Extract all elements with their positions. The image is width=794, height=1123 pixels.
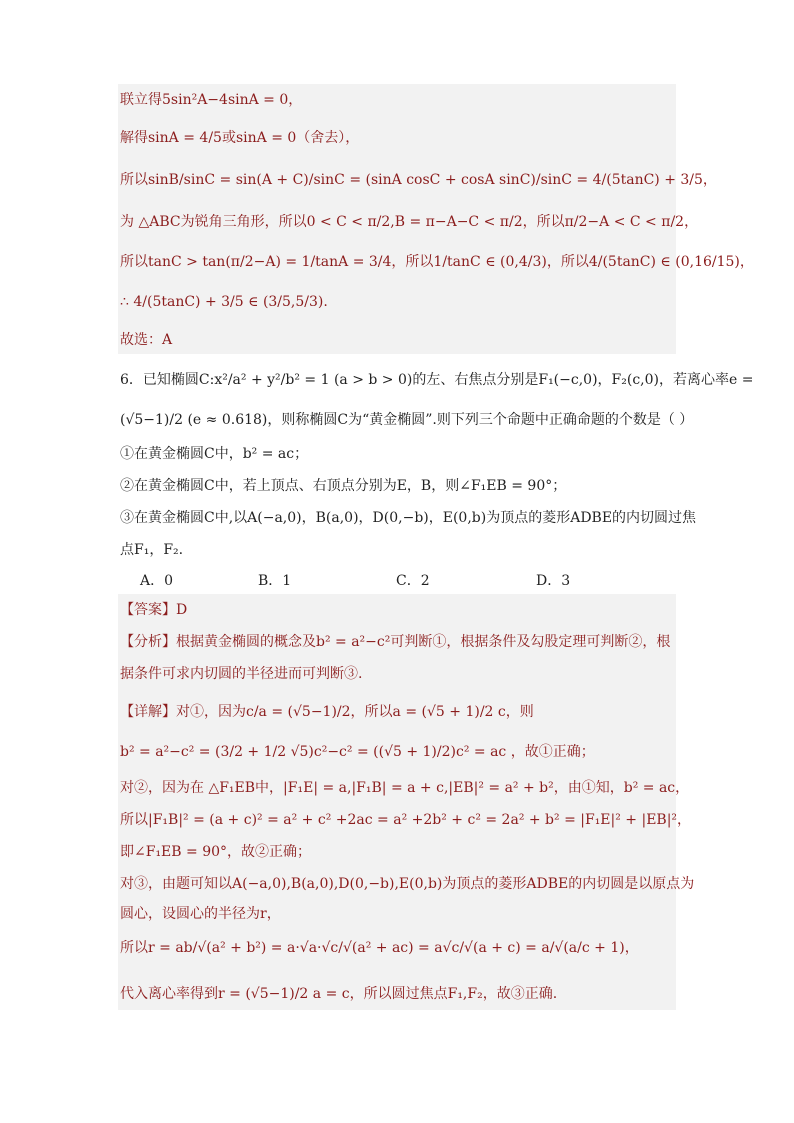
solution-line-6: ∴ 4/(5tanC) + 3/5 ∈ (3/5,5/3). <box>120 294 328 310</box>
detail-line-1: 【详解】对①，因为c/a = (√5−1)/2，所以a = (√5 + 1)/2 c，则 <box>120 704 534 720</box>
option-a: A．0 <box>140 573 174 589</box>
solution-line-1: 联立得5sin²A−4sinA = 0， <box>120 92 303 108</box>
solution-line-2: 解得sinA = 4/5或sinA = 0（舍去）， <box>120 130 360 146</box>
solution-line-3: 所以sinB/sinC = sin(A + C)/sinC = (sinA cosC + cosA sinC)/sinC = 4/(5tanC) + 3/5， <box>120 172 717 188</box>
answer-line: 【答案】D <box>120 602 188 618</box>
detail-line-2: b² = a²−c² = (3/2 + 1/2 √5)c²−c² = ((√5 + 1)/2)c² = ac ，故①正确； <box>120 744 595 760</box>
analysis-line-1: 【分析】根据黄金椭圆的概念及b² = a²−c²可判断①，根据条件及勾股定理可判断②，根 <box>120 634 671 650</box>
question-item-2: ②在黄金椭圆C中，若上顶点、右顶点分别为E，B，则∠F₁EB = 90°； <box>120 478 567 494</box>
detail-line-3: 对②，因为在 △F₁EB中，|F₁E| = a,|F₁B| = a + c,|EB|² = a² + b²，由①知，b² = ac， <box>120 780 690 796</box>
detail-line-5: 即∠F₁EB = 90°，故②正确； <box>120 844 312 860</box>
question-line-2: (√5−1)/2 (e ≈ 0.618)，则称椭圆C为“黄金椭圆”.则下列三个命题中正确命题的个数是（ ） <box>120 412 694 428</box>
detail-line-9: 代入离心率得到r = (√5−1)/2 a = c，所以圆过焦点F₁,F₂，故③正确. <box>120 986 558 1002</box>
detail-line-7: 圆心，设圆心的半径为r， <box>120 906 281 922</box>
detail-line-6: 对③，由题可知以A(−a,0),B(a,0),D(0,−b),E(0,b)为顶点的菱形ADBE的内切圆是以原点为 <box>120 876 695 892</box>
option-b: B．1 <box>258 573 292 589</box>
option-c: C．2 <box>396 573 430 589</box>
solution-line-4: 为 △ABC为锐角三角形，所以0 < C < π/2,B = π−A−C < π/2，所以π/2−A < C < π/2， <box>120 214 699 230</box>
solution-line-7: 故选：A <box>120 332 173 348</box>
question-item-3a: ③在黄金椭圆C中,以A(−a,0)，B(a,0)，D(0,−b)，E(0,b)为顶点的菱形ADBE的内切圆过焦 <box>120 510 697 526</box>
question-line-1: 6．已知椭圆C:x²/a² + y²/b² = 1 (a > b > 0)的左、右焦点分别是F₁(−c,0)，F₂(c,0)，若离心率e = <box>120 372 754 388</box>
solution-line-5: 所以tanC > tan(π/2−A) = 1/tanA = 3/4，所以1/tanC ∈ (0,4/3)，所以4/(5tanC) ∈ (0,16/15)， <box>120 254 754 270</box>
analysis-line-2: 据条件可求内切圆的半径进而可判断③. <box>120 666 363 682</box>
question-item-1: ①在黄金椭圆C中，b² = ac； <box>120 446 309 462</box>
detail-line-4: 所以|F₁B|² = (a + c)² = a² + c² +2ac = a² +2b² + c² = 2a² + b² = |F₁E|² + |EB|²， <box>120 812 692 828</box>
question-item-3b: 点F₁，F₂. <box>120 542 184 558</box>
detail-line-8: 所以r = ab/√(a² + b²) = a·√a·√c/√(a² + ac) = a√c/√(a + c) = a/√(a/c + 1)， <box>120 940 639 956</box>
option-d: D．3 <box>536 573 571 589</box>
